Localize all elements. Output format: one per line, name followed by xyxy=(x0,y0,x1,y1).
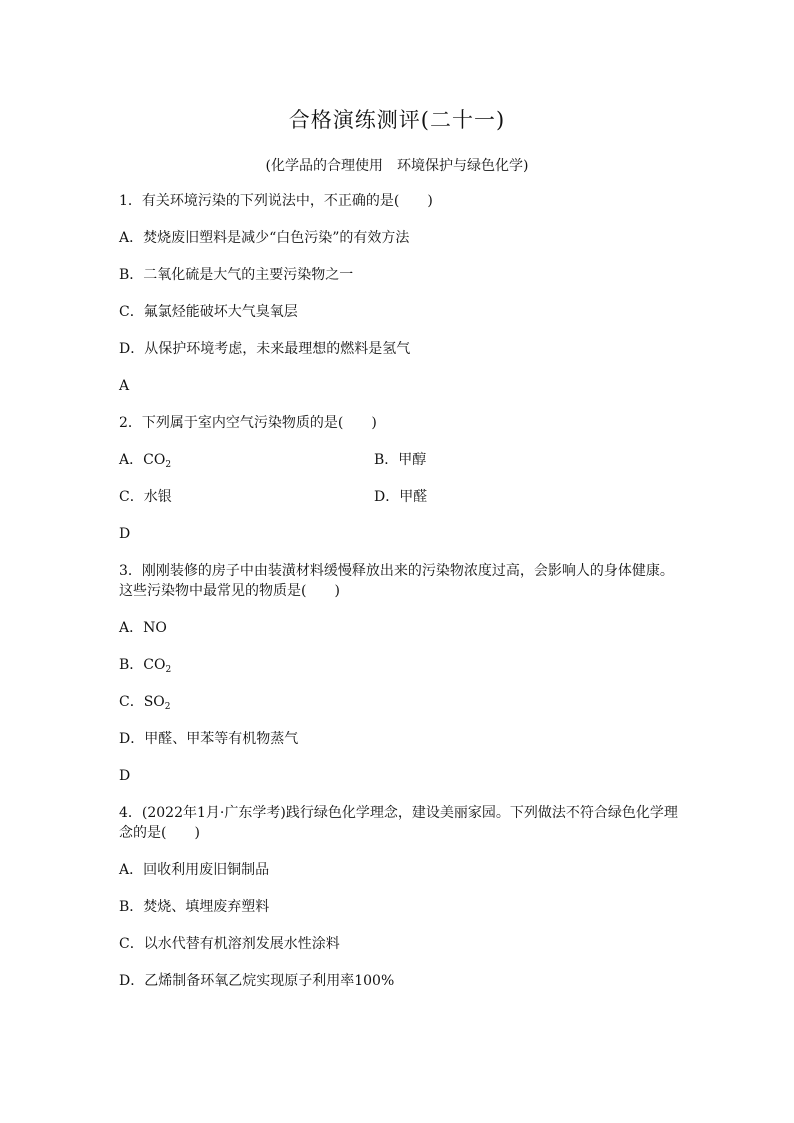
question-1-option-b: B．二氧化硫是大气的主要污染物之一 xyxy=(119,267,354,283)
question-3-answer: D xyxy=(119,768,131,784)
question-3-stem: 3．刚刚装修的房子中由装潢材料缓慢释放出来的污染物浓度过高，会影响人的身体健康。这些污染物中最常见的物质是( ) xyxy=(119,563,674,599)
question-list xyxy=(119,191,679,1008)
question-3-option-a: A．NO xyxy=(119,620,167,636)
question-1-option-c: C．氟氯烃能破坏大气臭氧层 xyxy=(119,304,298,320)
question-1-option-d: D．从保护环境考虑，未来最理想的燃料是氢气 xyxy=(119,341,411,357)
question-1-stem: 1．有关环境污染的下列说法中，不正确的是( ) xyxy=(119,193,433,209)
question-4-option-a: A．回收利用废旧铜制品 xyxy=(119,862,270,878)
question-2-option-d: D．甲醛 xyxy=(374,489,428,505)
page-subtitle: (化学品的合理使用 环境保护与绿色化学) xyxy=(265,158,529,174)
page-title: 合格演练测评(二十一) xyxy=(288,108,506,132)
question-2-option-c: C．水银 xyxy=(119,489,172,505)
question-1-answer: A xyxy=(119,378,130,394)
question-4-option-c: C．以水代替有机溶剂发展水性涂料 xyxy=(119,936,340,952)
question-2-option-a: A．$CO_2$ xyxy=(119,452,172,470)
question-2-stem: 2．下列属于室内空气污染物质的是( ) xyxy=(119,415,377,431)
question-2-options-row-1 xyxy=(119,450,679,470)
question-2-option-b: B．甲醇 xyxy=(374,452,427,468)
question-3-option-c: C．$SO_2$ xyxy=(119,694,171,712)
question-3-option-d: D．甲醛、甲苯等有机物蒸气 xyxy=(119,731,299,747)
question-1-option-a: A．焚烧废旧塑料是减少“白色污染”的有效方法 xyxy=(119,230,410,246)
question-2-answer: D xyxy=(119,526,131,542)
question-3-option-b: B．$CO_2$ xyxy=(119,657,172,675)
question-4-option-d: D．乙烯制备环氧乙烷实现原子利用率100% xyxy=(119,973,395,989)
question-4-option-b: B．焚烧、填埋废弃塑料 xyxy=(119,899,270,915)
question-4-stem: 4．(2022年1月·广东学考)践行绿色化学理念，建设美丽家园。下列做法不符合绿色化学理念的是( ) xyxy=(119,805,678,841)
question-2-options-row-2 xyxy=(119,487,679,507)
